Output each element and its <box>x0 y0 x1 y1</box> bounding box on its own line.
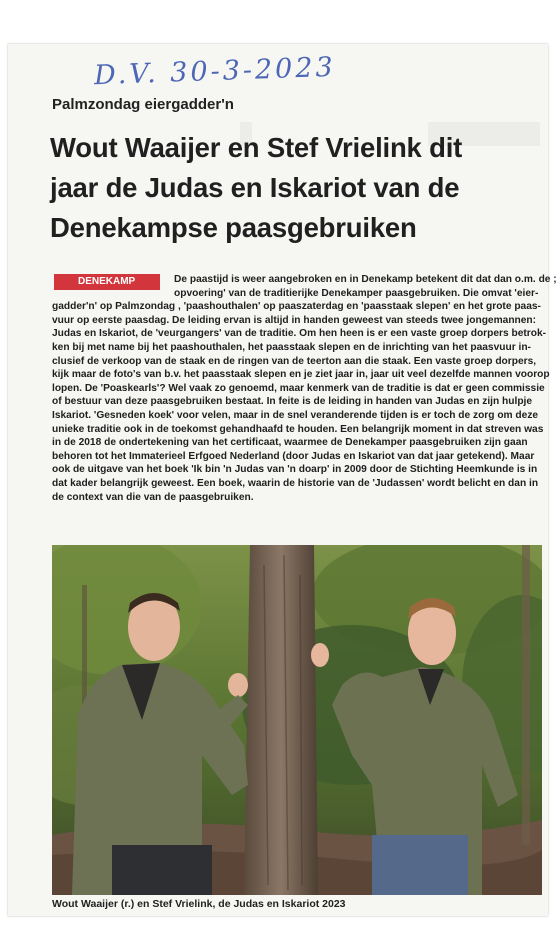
body-line: gadder'n' op Palmzondag , 'paashouthalen' op paaszaterdag en 'paasstaak slepen' en het grote paas- <box>52 301 541 313</box>
article-headline <box>50 128 520 248</box>
body-line: vuur op eerste paasdag. De leiding ervan is altijd in handen geweest van steeds twee jongemannen: <box>52 314 537 326</box>
article-photo <box>52 545 542 895</box>
body-line: of bestuur van deze paasgebruiken bestaat. In feite is de leiding in handen van Judas en zijn hulpje <box>52 396 533 408</box>
headline-line: jaar de Judas en Iskariot van de <box>50 172 460 203</box>
article-body <box>52 273 557 504</box>
body-line: behoren tot het Immaterieel Erfgoed Nederland (door Judas en Iskariot van dat jaar getekend). Maar <box>52 450 535 462</box>
headline-line: Denekampse paasgebruiken <box>50 212 417 243</box>
body-line: dat kader belangrijk geweest. Een boek, waarin de historie van de 'Judassen' wordt belicht en dan in <box>52 477 539 489</box>
body-line: in de 2018 de ondertekening van het certificaat, waarmee de Denekamper paasgebruiken zijn gaan <box>52 437 528 449</box>
body-line: De paastijd is weer aangebroken en in Denekamp betekent dit dat dan o.m. de ; <box>174 274 557 285</box>
body-line: de context van die van de paasgebruiken. <box>52 491 254 503</box>
body-line: lopen. De 'Poaskearls'? Wel vaak zo genoemd, maar kenmerk van de traditie is dat er geen commissie <box>52 382 545 394</box>
body-line: ook de uitgave van het boek 'Ik bin 'n Judas van 'n doarp' in 2009 door de Stichting Heemkunde is in <box>52 464 538 476</box>
body-line: ken bij met name bij het paashouthalen, het paasstaak slepen en de inrichting van het paasvuur in- <box>52 341 531 353</box>
body-line: kijk maar de foto's van b.v. het paasstaak slepen en je ziet jaar in, jaar uit veel dezelfde mannen voorop <box>52 369 550 381</box>
body-line: Judas en Iskariot, de 'veurgangers' van de traditie. Om hen heen is er een vaste groep dorpers betrok- <box>52 328 547 340</box>
article-kicker: Palmzondag eiergadder'n <box>52 96 234 113</box>
photo-two-men-at-tree <box>52 545 542 895</box>
photo-caption: Wout Waaijer (r.) en Stef Vrielink, de Judas en Iskariot 2023 <box>52 898 346 910</box>
body-line: Iskariot. 'Gesneden koek' voor velen, maar in de snel veranderende tijden is er toch de zorg om deze <box>52 409 539 421</box>
body-line: opvoering' van de traditierijke Denekamper paasgebruiken. Die omvat 'eier- <box>174 287 539 299</box>
body-line: clusief de verkoop van de staak en de ringen van de teerton aan die staak. Een vaste groep dorpers, <box>52 355 537 367</box>
handwritten-date: D.V. 30-3-2023 <box>93 51 337 92</box>
location-tag: DENEKAMP <box>54 274 160 290</box>
headline-line: Wout Waaijer en Stef Vrielink dit <box>50 132 463 163</box>
body-line: unieke traditie ook in de toekomst gehandhaafd te houden. Een belangrijk moment in dat streven was <box>52 423 544 435</box>
